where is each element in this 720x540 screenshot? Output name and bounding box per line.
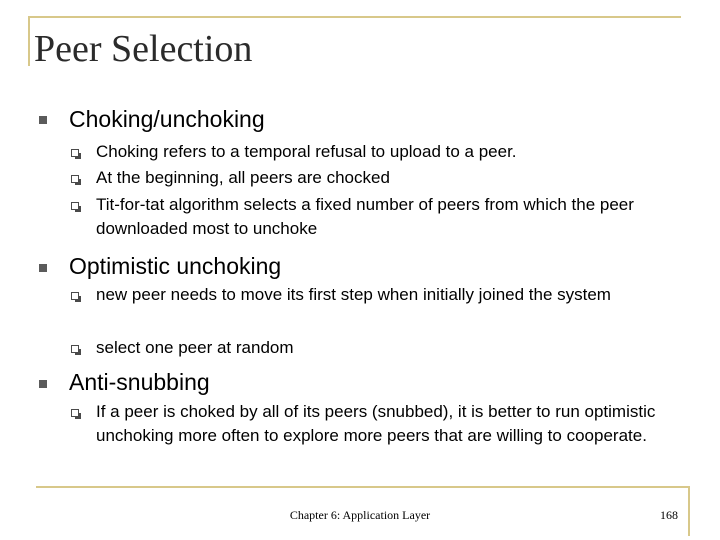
section-heading: Choking/unchoking [69, 106, 265, 132]
footer-chapter-label: Chapter 6: Application Layer [289, 508, 431, 522]
section-heading: Anti-snubbing [69, 369, 210, 395]
hollow-square-bullet-icon [71, 149, 79, 157]
slide-title: Peer Selection [34, 28, 253, 70]
square-bullet-icon [39, 264, 47, 272]
hollow-square-bullet-icon [71, 345, 79, 353]
hollow-square-bullet-icon [71, 202, 79, 210]
square-bullet-icon [39, 380, 47, 388]
list-item: Choking refers to a temporal refusal to upload to a peer. [96, 142, 517, 161]
right-frame-line [688, 486, 690, 536]
list-item: select one peer at random [96, 338, 294, 357]
hollow-square-bullet-icon [71, 292, 79, 300]
list-item: Tit-for-tat algorithm selects a fixed number of peers from which the peer downloaded most to unchoke [96, 195, 634, 238]
top-frame-line [28, 16, 681, 18]
square-bullet-icon [39, 116, 47, 124]
hollow-square-bullet-icon [71, 175, 79, 183]
page-number: 168 [660, 508, 678, 522]
hollow-square-bullet-icon [71, 409, 79, 417]
section-heading: Optimistic unchoking [69, 253, 282, 279]
list-item: new peer needs to move its first step when initially joined the system [96, 285, 611, 304]
list-item: At the beginning, all peers are chocked [96, 168, 390, 187]
left-frame-line [28, 16, 30, 66]
bottom-frame-line [36, 486, 690, 488]
list-item: If a peer is choked by all of its peers (snubbed), it is better to run optimistic unchoking more often to explore more peers that are willing to cooperate. [96, 402, 656, 445]
